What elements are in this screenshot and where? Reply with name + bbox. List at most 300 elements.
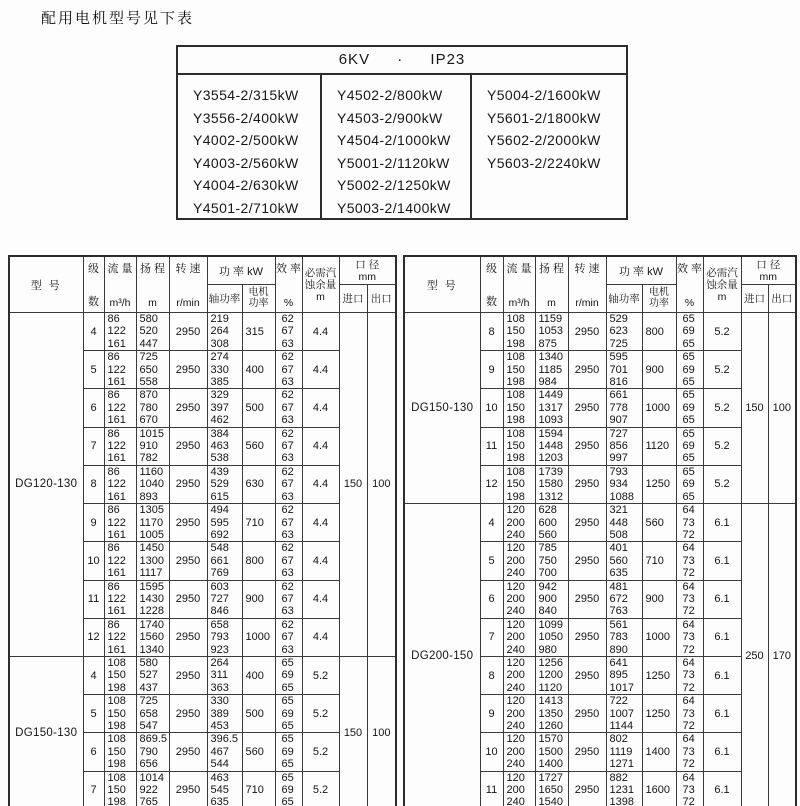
speed-cell: 2950 [169, 580, 207, 618]
shaft-power-cell-value: 401 [609, 542, 628, 555]
head-cell-value: 1200 [538, 669, 563, 682]
pump-spec-row [9, 313, 396, 351]
shaft-power-cell-value: 727 [210, 592, 229, 605]
motor-model-label: Y4003-2/560kW [193, 154, 299, 171]
speed-cell: 2950 [568, 542, 606, 580]
efficiency-cell-value: 72 [682, 681, 695, 694]
efficiency-cell-value: 63 [281, 376, 294, 389]
shaft-power-cell-value: 793 [210, 631, 229, 644]
efficiency-cell-value: 69 [281, 707, 294, 720]
shaft-power-cell-value: 802 [609, 733, 628, 746]
outlet-diameter-cell: 170 [768, 504, 796, 806]
head-cell [535, 351, 568, 389]
motor-model-label: Y5003-2/1400kW [337, 199, 451, 216]
flow-cell-value: 86 [107, 389, 120, 402]
shaft-power-cell-value: 816 [609, 376, 628, 389]
head-cell-value: 900 [538, 592, 557, 605]
shaft-power-cell-value: 661 [210, 554, 229, 567]
shaft-power-cell [207, 351, 242, 389]
efficiency-cell-value: 65 [281, 796, 294, 806]
flow-cell-value: 240 [506, 528, 525, 541]
shaft-power-cell-value: 529 [609, 313, 628, 325]
flow-cell-value: 200 [506, 631, 525, 644]
efficiency-cell-value: 69 [682, 478, 695, 491]
flow-cell-value: 198 [107, 796, 126, 806]
flow-cell [104, 351, 136, 389]
shaft-power-cell-value: 1088 [609, 490, 634, 503]
efficiency-cell-value: 67 [281, 401, 294, 414]
shaft-power-cell-value: 264 [210, 656, 229, 669]
efficiency-cell-value: 65 [682, 452, 695, 465]
flow-cell [104, 313, 136, 351]
efficiency-cell-value: 65 [281, 656, 294, 669]
head-cell-value: 1099 [538, 618, 563, 631]
motor-model-column [472, 75, 626, 220]
header-speed: 转 速 r/min [169, 256, 207, 313]
npsh-cell: 6.1 [703, 771, 741, 806]
efficiency-cell-value: 67 [281, 440, 294, 453]
flow-cell [104, 504, 136, 542]
efficiency-cell-value: 67 [281, 592, 294, 605]
speed-cell: 2950 [568, 389, 606, 427]
head-cell [136, 351, 169, 389]
head-cell-value: 1228 [139, 605, 164, 618]
motor-model-label: Y3554-2/315kW [193, 87, 299, 103]
efficiency-cell [676, 351, 703, 389]
efficiency-cell-value: 73 [682, 745, 695, 758]
flow-cell-value: 240 [506, 681, 525, 694]
efficiency-cell [275, 733, 302, 771]
head-cell-value: 1413 [538, 695, 563, 708]
shaft-power-cell-value: 494 [210, 504, 229, 517]
shaft-power-cell-value: 603 [210, 580, 229, 593]
shaft-power-cell-value: 1119 [609, 745, 633, 758]
efficiency-cell-value: 62 [281, 618, 294, 631]
speed-cell: 2950 [568, 427, 606, 465]
motor-power-cell: 1250 [642, 656, 676, 694]
header-inlet: 进口 [339, 285, 367, 313]
header-head: 扬 程 m [136, 256, 169, 313]
header-model: 型 号 [9, 256, 83, 313]
motor-power-cell: 1000 [642, 618, 676, 656]
efficiency-cell [676, 656, 703, 694]
speed-cell: 2950 [169, 465, 207, 503]
head-cell-value: 558 [139, 376, 158, 389]
shaft-power-cell [207, 542, 242, 580]
shaft-power-cell [207, 313, 242, 351]
head-cell-value: 782 [139, 452, 158, 465]
efficiency-cell [275, 580, 302, 618]
head-cell-value: 785 [538, 542, 557, 555]
efficiency-cell-value: 64 [682, 695, 695, 708]
flow-cell-value: 150 [506, 478, 525, 491]
shaft-power-cell-value: 453 [210, 720, 229, 732]
header-head: 扬 程 m [535, 256, 568, 313]
efficiency-cell-value: 65 [281, 681, 294, 694]
flow-cell-value: 120 [506, 695, 525, 708]
head-cell-value: 1540 [538, 796, 563, 806]
shaft-power-cell [207, 427, 242, 465]
stage-count-cell: 7 [83, 427, 104, 465]
shaft-power-cell-value: 330 [210, 695, 229, 708]
efficiency-cell-value: 62 [281, 313, 294, 325]
efficiency-cell-value: 73 [682, 669, 695, 682]
flow-cell-value: 120 [506, 580, 525, 593]
shaft-power-cell-value: 467 [210, 745, 229, 758]
npsh-cell: 5.2 [302, 656, 339, 694]
flow-cell [503, 656, 535, 694]
stage-count-cell: 11 [83, 580, 104, 618]
flow-cell-value: 161 [107, 643, 126, 656]
efficiency-cell-value: 67 [281, 631, 294, 644]
shaft-power-cell-value: 448 [609, 516, 628, 529]
shaft-power-cell-value: 727 [609, 427, 628, 440]
shaft-power-cell [606, 695, 642, 733]
motor-power-cell: 315 [242, 313, 275, 351]
shaft-power-cell-value: 895 [609, 669, 628, 682]
motor-model-label: Y4504-2/1000kW [337, 132, 451, 148]
head-cell-value: 1400 [538, 758, 563, 771]
shaft-power-cell-value: 793 [609, 465, 628, 478]
head-cell-value: 1740 [139, 618, 164, 631]
flow-cell-value: 150 [107, 784, 126, 797]
shaft-power-cell-value: 321 [609, 504, 628, 517]
head-cell-value: 922 [139, 784, 158, 797]
pump-spec-table-right [403, 255, 797, 806]
efficiency-cell-value: 62 [281, 351, 294, 364]
pump-spec-row [404, 504, 796, 542]
flow-cell-value: 161 [107, 337, 126, 350]
speed-cell: 2950 [169, 351, 207, 389]
flow-cell-value: 150 [506, 363, 525, 376]
head-cell [136, 733, 169, 771]
flow-cell [503, 733, 535, 771]
npsh-cell: 5.2 [302, 695, 339, 733]
head-cell-value: 1260 [538, 720, 563, 732]
npsh-cell: 4.4 [302, 351, 339, 389]
flow-cell-value: 198 [506, 376, 525, 389]
efficiency-cell-value: 65 [682, 351, 695, 364]
flow-cell-value: 200 [506, 516, 525, 529]
efficiency-cell [676, 618, 703, 656]
shaft-power-cell-value: 274 [210, 351, 229, 364]
efficiency-cell-value: 72 [682, 720, 695, 732]
head-cell-value: 980 [538, 643, 557, 656]
speed-cell: 2950 [169, 504, 207, 542]
head-cell-value: 656 [139, 758, 158, 771]
efficiency-cell-value: 63 [281, 414, 294, 427]
efficiency-cell-value: 72 [682, 643, 695, 656]
head-cell-value: 1340 [139, 643, 164, 656]
shaft-power-cell [606, 313, 642, 351]
efficiency-cell-value: 65 [682, 427, 695, 440]
stage-count-cell: 7 [83, 771, 104, 806]
head-cell-value: 1448 [538, 440, 563, 453]
efficiency-cell-value: 64 [682, 542, 695, 555]
npsh-cell: 4.4 [302, 313, 339, 351]
header-flow: 流 量 m³/h [104, 256, 136, 313]
shaft-power-cell-value: 463 [210, 440, 229, 453]
head-cell-value: 942 [538, 580, 557, 593]
efficiency-cell-value: 65 [281, 758, 294, 771]
head-cell-value: 1727 [538, 771, 563, 784]
efficiency-cell-value: 69 [281, 669, 294, 682]
flow-cell-value: 200 [506, 592, 525, 605]
motor-power-cell: 900 [242, 580, 275, 618]
header-efficiency: 效 率 % [275, 256, 302, 313]
motor-model-label: Y5601-2/1800kW [487, 109, 601, 126]
shaft-power-cell-value: 1231 [609, 784, 634, 797]
header-motor-power: 电机 功率 [242, 285, 275, 313]
efficiency-cell [275, 618, 302, 656]
head-cell [535, 656, 568, 694]
efficiency-cell [275, 465, 302, 503]
head-cell-value: 1256 [538, 656, 563, 669]
header-stages: 级 数 [480, 256, 503, 313]
efficiency-cell-value: 62 [281, 465, 294, 478]
stage-count-cell: 4 [83, 313, 104, 351]
head-cell-value: 1650 [538, 784, 563, 797]
efficiency-cell [676, 504, 703, 542]
head-cell [535, 580, 568, 618]
motor-model-label: Y5603-2/2240kW [487, 154, 601, 171]
shaft-power-cell-value: 783 [609, 631, 628, 644]
flow-cell-value: 240 [506, 643, 525, 656]
header-npsh: 必需汽 蚀余量 m [302, 256, 339, 313]
flow-cell [104, 542, 136, 580]
flow-cell-value: 122 [107, 440, 126, 453]
efficiency-cell-value: 73 [682, 631, 695, 644]
flow-cell-value: 161 [107, 414, 126, 427]
shaft-power-cell-value: 615 [210, 490, 229, 503]
head-cell-value: 1159 [538, 313, 563, 325]
speed-cell: 2950 [169, 771, 207, 806]
shaft-power-cell [207, 465, 242, 503]
stage-count-cell: 9 [480, 695, 503, 733]
header-npsh: 必需汽 蚀余量 m [703, 256, 741, 313]
head-cell [136, 465, 169, 503]
shaft-power-cell-value: 561 [609, 618, 628, 631]
head-cell-value: 869.5 [139, 733, 168, 746]
shaft-power-cell-value: 997 [609, 452, 628, 465]
head-cell-value: 984 [538, 376, 557, 389]
shaft-power-cell-value: 856 [609, 440, 628, 453]
motor-table-body [178, 75, 626, 220]
flow-cell-value: 198 [506, 337, 525, 350]
motor-model-label: Y5002-2/1250kW [337, 177, 451, 193]
head-cell [535, 695, 568, 733]
head-cell-value: 893 [139, 490, 158, 503]
efficiency-cell-value: 73 [682, 707, 695, 720]
flow-cell [104, 427, 136, 465]
flow-cell-value: 86 [107, 313, 120, 325]
shaft-power-cell [606, 542, 642, 580]
speed-cell: 2950 [568, 656, 606, 694]
head-cell-value: 1185 [538, 363, 563, 376]
shaft-power-cell-value: 264 [210, 325, 229, 338]
pump-spec-row [9, 656, 396, 694]
efficiency-cell-value: 63 [281, 643, 294, 656]
stage-count-cell: 6 [83, 389, 104, 427]
inlet-diameter-cell: 150 [339, 313, 367, 657]
shaft-power-cell-value: 769 [210, 567, 229, 580]
npsh-cell: 6.1 [703, 504, 741, 542]
efficiency-cell [676, 733, 703, 771]
efficiency-cell-value: 73 [682, 516, 695, 529]
header-efficiency: 效 率 % [676, 256, 703, 313]
stage-count-cell: 10 [480, 733, 503, 771]
head-cell-value: 700 [538, 567, 557, 580]
shaft-power-cell [207, 580, 242, 618]
efficiency-cell-value: 63 [281, 567, 294, 580]
head-cell-value: 650 [139, 363, 158, 376]
motor-power-cell: 900 [642, 580, 676, 618]
efficiency-cell-value: 67 [281, 516, 294, 529]
head-cell-value: 1594 [538, 427, 563, 440]
flow-cell [104, 695, 136, 733]
shaft-power-cell-value: 635 [210, 796, 229, 806]
head-cell-value: 1120 [538, 681, 563, 694]
efficiency-cell-value: 69 [682, 440, 695, 453]
motor-power-cell: 560 [242, 427, 275, 465]
shaft-power-cell [606, 771, 642, 806]
flow-cell [503, 771, 535, 806]
shaft-power-cell-value: 725 [609, 337, 628, 350]
efficiency-cell [275, 695, 302, 733]
npsh-cell: 4.4 [302, 542, 339, 580]
head-cell [136, 695, 169, 733]
flow-cell-value: 86 [107, 580, 120, 593]
inlet-diameter-cell: 150 [339, 656, 367, 806]
head-cell-value: 580 [139, 313, 158, 325]
npsh-cell: 5.2 [302, 771, 339, 806]
shaft-power-cell [207, 504, 242, 542]
efficiency-cell-value: 65 [682, 465, 695, 478]
head-cell-value: 750 [538, 554, 557, 567]
flow-cell-value: 122 [107, 401, 126, 414]
speed-cell: 2950 [568, 695, 606, 733]
head-cell-value: 670 [139, 414, 158, 427]
efficiency-cell-value: 72 [682, 528, 695, 541]
motor-power-cell: 560 [642, 504, 676, 542]
pump-spec-row [404, 313, 796, 351]
efficiency-cell-value: 67 [281, 363, 294, 376]
flow-cell-value: 240 [506, 567, 525, 580]
shaft-power-cell-value: 890 [609, 643, 628, 656]
efficiency-cell-value: 69 [281, 784, 294, 797]
motor-table-header: 6KV · IP23 [178, 47, 626, 75]
head-cell-value: 1570 [538, 733, 563, 746]
efficiency-cell-value: 65 [281, 720, 294, 732]
motor-model-label: Y4004-2/630kW [193, 177, 299, 193]
motor-power-cell: 710 [242, 771, 275, 806]
head-cell-value: 790 [139, 745, 158, 758]
flow-cell-value: 120 [506, 618, 525, 631]
efficiency-cell-value: 62 [281, 389, 294, 402]
head-cell [136, 313, 169, 351]
efficiency-cell-value: 62 [281, 542, 294, 555]
head-cell-value: 547 [139, 720, 158, 732]
inlet-diameter-cell: 150 [741, 313, 768, 504]
speed-cell: 2950 [169, 542, 207, 580]
efficiency-cell-value: 64 [682, 504, 695, 517]
flow-cell-value: 108 [506, 389, 525, 402]
npsh-cell: 4.4 [302, 618, 339, 656]
flow-cell [104, 580, 136, 618]
head-cell-value: 1014 [139, 771, 164, 784]
head-cell [535, 733, 568, 771]
npsh-cell: 4.4 [302, 465, 339, 503]
head-cell [136, 771, 169, 806]
head-cell [136, 580, 169, 618]
efficiency-cell-value: 64 [682, 771, 695, 784]
flow-cell [104, 733, 136, 771]
flow-cell-value: 108 [506, 465, 525, 478]
shaft-power-cell [606, 733, 642, 771]
head-cell-value: 1350 [538, 707, 563, 720]
efficiency-cell-value: 69 [682, 325, 695, 338]
shaft-power-cell-value: 658 [210, 618, 229, 631]
head-cell-value: 1317 [538, 401, 563, 414]
header-speed: 转 速 r/min [568, 256, 606, 313]
shaft-power-cell-value: 219 [210, 313, 229, 325]
flow-cell-value: 150 [107, 707, 126, 720]
flow-cell-value: 108 [107, 771, 126, 784]
head-cell-value: 780 [139, 401, 158, 414]
shaft-power-cell-value: 481 [609, 580, 628, 593]
efficiency-cell [275, 542, 302, 580]
header-shaft-power: 轴功率 [207, 285, 242, 313]
shaft-power-cell-value: 1007 [609, 707, 634, 720]
head-cell-value: 840 [538, 605, 557, 618]
flow-cell-value: 122 [107, 325, 126, 338]
npsh-cell: 5.2 [703, 465, 741, 503]
head-cell-value: 520 [139, 325, 158, 338]
head-cell-value: 580 [139, 656, 158, 669]
efficiency-cell-value: 65 [281, 733, 294, 746]
shaft-power-cell [606, 465, 642, 503]
header-diameter: 口 径 mm [741, 256, 796, 285]
header-flow: 流 量 m³/h [503, 256, 535, 313]
stage-count-cell: 5 [83, 695, 104, 733]
shaft-power-cell-value: 595 [210, 516, 229, 529]
shaft-power-cell-value: 308 [210, 337, 229, 350]
efficiency-cell [676, 313, 703, 351]
efficiency-cell-value: 64 [682, 580, 695, 593]
head-cell [136, 618, 169, 656]
efficiency-cell-value: 65 [281, 695, 294, 708]
shaft-power-cell-value: 311 [210, 669, 229, 682]
header-power: 功 率 kW [606, 256, 676, 285]
shaft-power-cell-value: 907 [609, 414, 628, 427]
shaft-power-cell-value: 923 [210, 643, 229, 656]
efficiency-cell-value: 65 [682, 313, 695, 325]
stage-count-cell: 10 [83, 542, 104, 580]
head-cell [535, 771, 568, 806]
efficiency-cell-value: 63 [281, 337, 294, 350]
motor-model-column [178, 75, 322, 220]
head-cell-value: 1005 [139, 528, 164, 541]
flow-cell-value: 108 [506, 351, 525, 364]
flow-cell-value: 161 [107, 567, 126, 580]
shaft-power-cell-value: 463 [210, 771, 229, 784]
stage-count-cell: 4 [480, 504, 503, 542]
efficiency-cell-value: 73 [682, 592, 695, 605]
efficiency-cell [275, 313, 302, 351]
flow-cell-value: 161 [107, 605, 126, 618]
npsh-cell: 5.2 [703, 313, 741, 351]
efficiency-cell-value: 64 [682, 656, 695, 669]
